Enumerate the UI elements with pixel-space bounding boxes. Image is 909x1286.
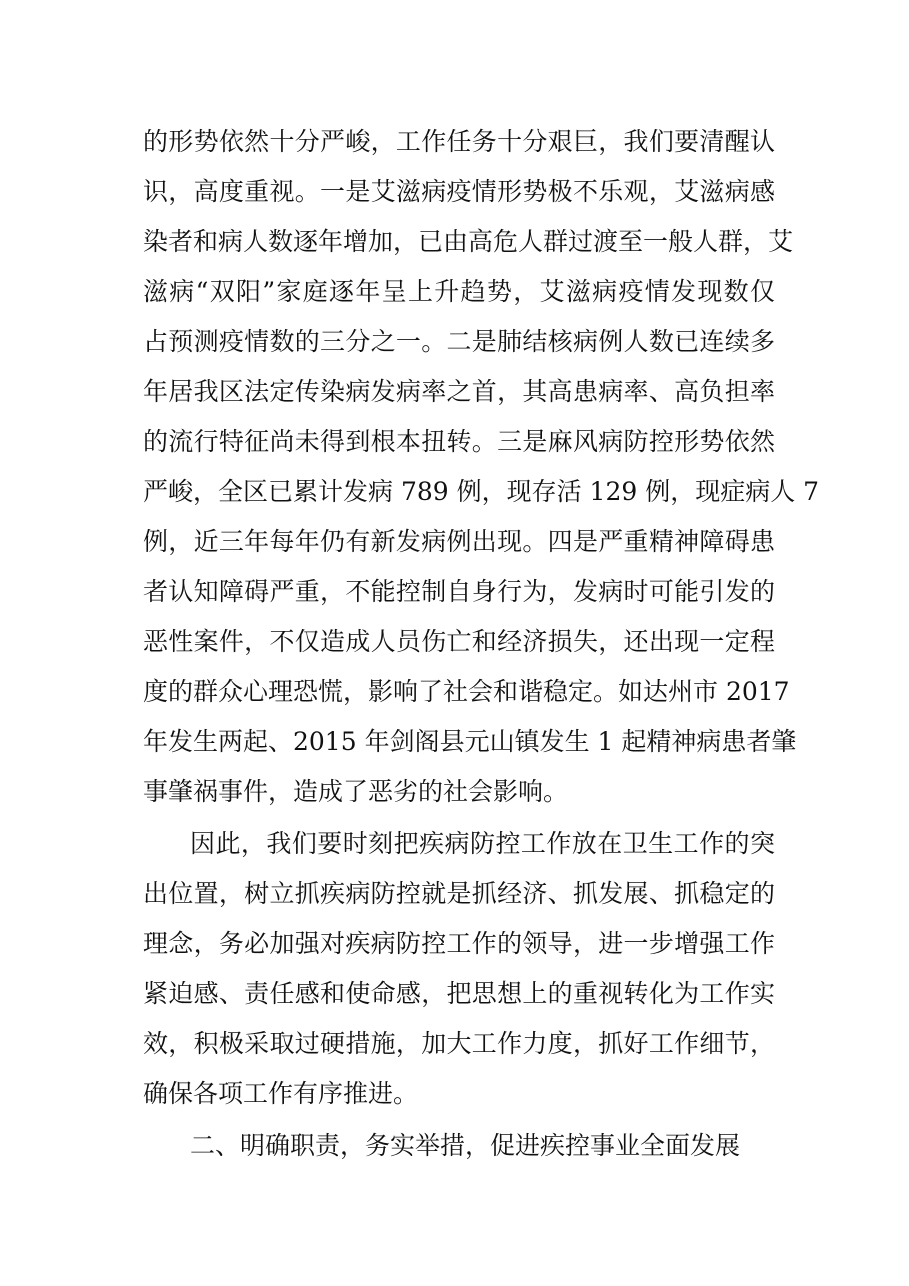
section-heading: 二、明确职责，务实举措，促进疾控事业全面发展 <box>190 1131 741 1160</box>
paragraph-line: 者认知障碍严重，不能控制自身行为，发病时可能引发的 <box>143 577 775 606</box>
paragraph-line: 年居我区法定传染病发病率之首，其高患病率、高负担率 <box>143 377 775 406</box>
paragraph-line: 占预测疫情数的三分之一。二是肺结核病例人数已连续多 <box>143 327 775 356</box>
paragraph-line: 恶性案件，不仅造成人员伤亡和经济损失，还出现一定程 <box>143 627 775 656</box>
paragraph-line: 效，积极采取过硬措施，加大工作力度，抓好工作细节， <box>143 1029 775 1058</box>
paragraph-line: 事肇祸事件，造成了恶劣的社会影响。 <box>143 777 569 806</box>
paragraph-line: 确保各项工作有序推进。 <box>143 1079 419 1108</box>
paragraph-line: 例，近三年每年仍有新发病例出现。四是严重精神障碍患 <box>143 527 775 556</box>
paragraph-line: 因此，我们要时刻把疾病防控工作放在卫生工作的突 <box>190 829 775 858</box>
paragraph-line: 出位置，树立抓疾病防控就是抓经济、抓发展、抓稳定的 <box>143 879 775 908</box>
paragraph-line: 滋病“双阳”家庭逐年呈上升趋势，艾滋病疫情发现数仅 <box>143 277 775 306</box>
paragraph-line: 识，高度重视。一是艾滋病疫情形势极不乐观，艾滋病感 <box>143 177 775 206</box>
paragraph-line: 年发生两起、2015 年剑阁县元山镇发生 1 起精神病患者肇 <box>143 727 797 756</box>
paragraph-line: 的形势依然十分严峻，工作任务十分艰巨，我们要清醒认 <box>143 127 775 156</box>
paragraph-line: 理念，务必加强对疾病防控工作的领导，进一步增强工作 <box>143 929 775 958</box>
paragraph-line: 度的群众心理恐慌，影响了社会和谐稳定。如达州市 2017 <box>143 677 790 706</box>
paragraph-line: 严峻，全区已累计发病 789 例，现存活 129 例，现症病人 7 <box>143 477 820 506</box>
paragraph-line: 紧迫感、责任感和使命感，把思想上的重视转化为工作实 <box>143 979 775 1008</box>
paragraph-line: 的流行特征尚未得到根本扭转。三是麻风病防控形势依然 <box>143 427 775 456</box>
paragraph-line: 染者和病人数逐年增加，已由高危人群过渡至一般人群，艾 <box>143 227 794 256</box>
